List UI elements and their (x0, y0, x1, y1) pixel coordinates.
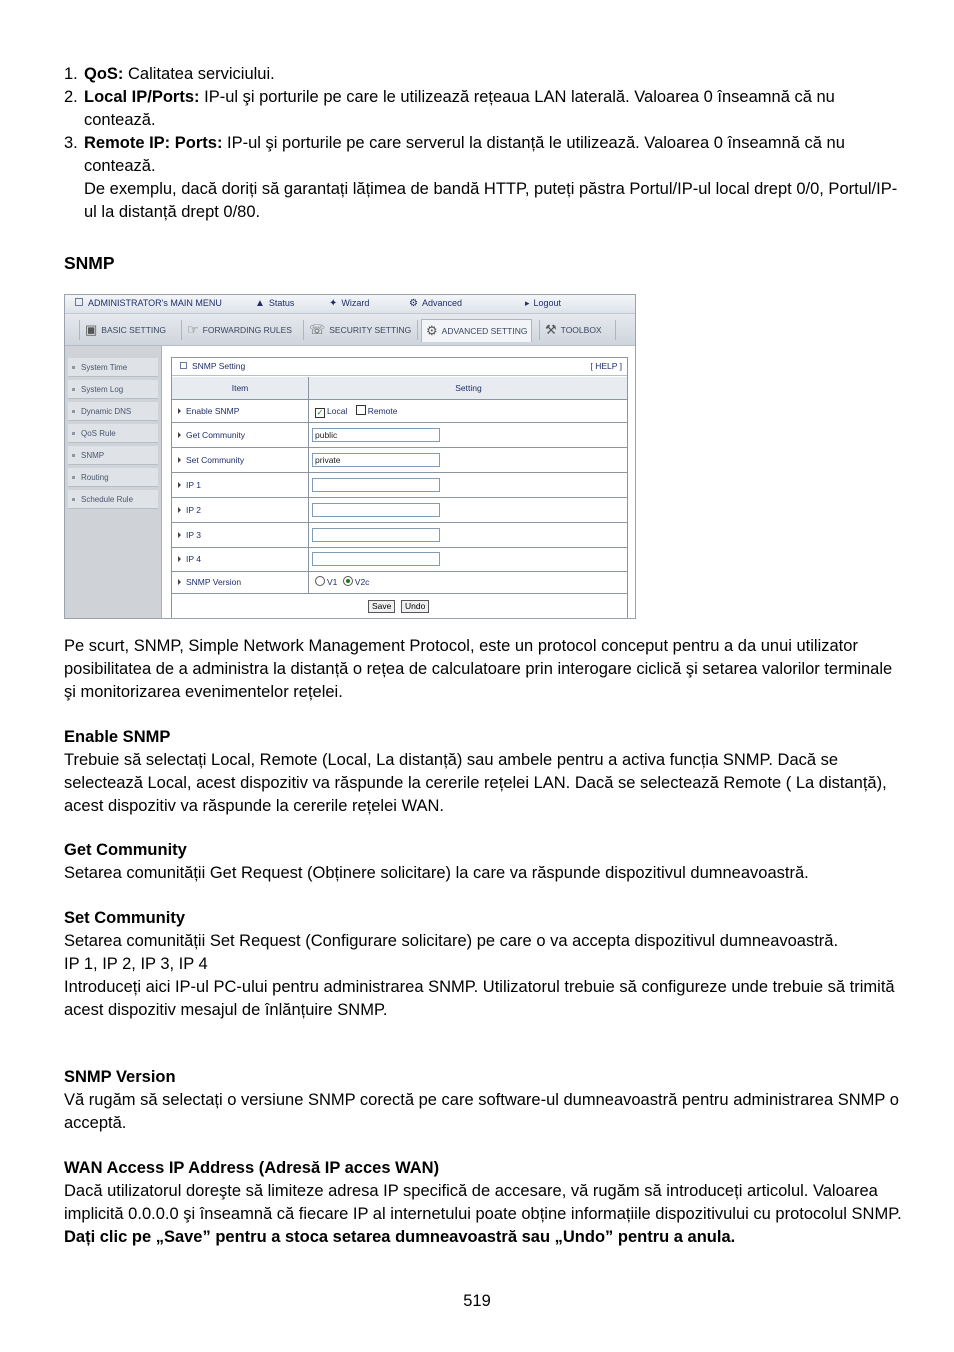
list-item (64, 132, 904, 224)
status-link[interactable]: ▲ Status (255, 298, 295, 309)
row-label: IP 1 (172, 473, 309, 497)
get-community-section (64, 839, 904, 885)
basic-setting-icon: ▣ (85, 322, 98, 337)
row-label: IP 2 (172, 498, 309, 522)
get-community-setting (310, 423, 627, 447)
tab-forwarding-rules[interactable]: ☞ FORWARDING RULES (187, 322, 292, 337)
sidebar-item-routing[interactable]: Routing (68, 468, 158, 487)
ip4-input[interactable] (312, 552, 440, 566)
section-heading: Get Community (64, 841, 187, 859)
table-row (172, 498, 627, 523)
section-heading: SNMP (64, 253, 115, 273)
row-label: Get Community (172, 423, 309, 447)
ip-list-text: IP 1, IP 2, IP 3, IP 4 (64, 955, 208, 973)
ip1-input[interactable] (312, 478, 440, 492)
section-text: Introduceți aici IP-ul PC-ului pentru administrarea SNMP. Utilizatorul trebuie să configureze unde trebuie să trimită acest dispozitiv mesajul de înlănțuire SNMP. (64, 978, 895, 1019)
sidebar (65, 346, 162, 619)
sidebar-item-qos-rule[interactable]: QoS Rule (68, 424, 158, 443)
section-text: Vă rugăm să selectați o versiune SNMP corectă pe care software-ul dumneavoastră pentru administrarea SNMP o acceptă. (64, 1091, 899, 1132)
advanced-setting-icon: ⚙ (426, 323, 438, 338)
list-number: 3. (64, 134, 78, 152)
list-number: 1. (64, 65, 78, 83)
table-row (172, 448, 627, 473)
table-row (172, 548, 627, 572)
intro-paragraph: Pe scurt, SNMP, Simple Network Management Protocol, este un protocol conceput pentru a da unui utilizator posibilitatea de a administra la distanță o rețea de calculatoare prin interogare ciclică şi setarea valorilor terminale şi monitorizarea evenimentelor rețelei. (64, 637, 893, 701)
advanced-icon: ⚙ (409, 298, 418, 309)
wizard-icon: ✦ (329, 298, 338, 309)
list-label: Local IP/Ports: (84, 88, 200, 106)
save-undo-note: Dați clic pe „Save” pentru a stoca setarea dumneavoastră sau „Undo” pentru a anula. (64, 1228, 736, 1246)
tab-bar (65, 314, 635, 346)
bullet-icon (72, 454, 75, 457)
enable-snmp-setting (310, 400, 627, 422)
column-header-setting: Setting (455, 383, 482, 393)
tab-toolbox[interactable]: ⚒ TOOLBOX (545, 322, 602, 337)
section-text: Setarea comunității Set Request (Configurare solicitare) pe care o va accepta dispozitivul dumneavoastră. (64, 932, 839, 950)
table-row (172, 523, 627, 548)
column-header-item: Item (172, 377, 309, 399)
remote-checkbox[interactable] (356, 405, 366, 415)
row-label: IP 4 (172, 548, 309, 571)
table-header (172, 377, 627, 400)
ip1-setting (310, 473, 627, 497)
panel-title: SNMP Setting (180, 358, 245, 375)
row-arrow-icon (178, 579, 181, 585)
row-label: Set Community (172, 448, 309, 472)
forwarding-icon: ☞ (187, 322, 199, 337)
help-link[interactable]: [ HELP ] (590, 361, 622, 371)
list-label: QoS: (84, 65, 124, 83)
section-heading: SNMP Version (64, 1068, 176, 1086)
ip3-input[interactable] (312, 528, 440, 542)
enable-snmp-section (64, 726, 904, 818)
local-checkbox[interactable]: ✓ (316, 408, 324, 417)
row-arrow-icon (178, 432, 181, 438)
ip2-input[interactable] (312, 503, 440, 517)
list-text: IP-ul şi porturile pe care serverul la distanță le utilizează. Valoarea 0 înseamnă că nu contează. (84, 134, 845, 175)
toolbox-icon: ⚒ (545, 322, 557, 337)
row-arrow-icon (178, 507, 181, 513)
list-label: Remote IP: Ports: (84, 134, 223, 152)
router-screenshot (64, 294, 636, 619)
row-arrow-icon (178, 482, 181, 488)
menu-square-icon (75, 298, 83, 306)
list-text: IP-ul şi porturile pe care le utilizează rețeaua LAN laterală. Valoarea 0 înseamnă că nu contează. (84, 88, 835, 129)
tab-basic-setting[interactable]: ▣ BASIC SETTING (85, 322, 167, 337)
main-menu-title: ADMINISTRATOR's MAIN MENU (75, 298, 222, 308)
sidebar-item-system-log[interactable]: System Log (68, 380, 158, 399)
v1-label: V1 (327, 577, 338, 587)
wizard-link[interactable]: ✦ Wizard (329, 298, 370, 309)
wan-access-section (64, 1157, 904, 1249)
section-text: Dacă utilizatorul doreşte să limiteze adresa IP specifică de accesare, vă rugăm să introduceți articolul. Valoarea implicită 0.0.0.0 şi înseamnă că fiecare IP al internetului poate obține informațiile dispozitivului cu protocolul SNMP. (64, 1182, 902, 1223)
list-text: Calitatea serviciului. (123, 65, 275, 83)
advanced-link[interactable]: ⚙ Advanced (409, 298, 462, 309)
snmp-version-setting (310, 572, 627, 593)
bullet-icon (72, 388, 75, 391)
tab-security-setting[interactable]: ☏ SECURITY SETTING (309, 322, 412, 337)
ip2-setting (310, 498, 627, 522)
panel-square-icon (180, 362, 187, 369)
row-label: SNMP Version (172, 572, 309, 593)
tab-advanced-setting[interactable]: ⚙ ADVANCED SETTING (421, 319, 532, 342)
bullet-icon (72, 432, 75, 435)
bullet-icon (72, 410, 75, 413)
ip3-setting (310, 523, 627, 547)
page-number: 519 (463, 1292, 491, 1310)
sidebar-item-system-time[interactable]: System Time (68, 358, 158, 377)
top-menu-bar (65, 295, 635, 314)
section-heading: Set Community (64, 909, 186, 927)
row-arrow-icon (178, 457, 181, 463)
set-community-input[interactable]: private (312, 453, 440, 467)
numbered-list (64, 63, 904, 224)
row-label: IP 3 (172, 523, 309, 547)
bullet-icon (72, 498, 75, 501)
section-heading: WAN Access IP Address (Adresă IP acces WAN) (64, 1159, 440, 1177)
row-arrow-icon (178, 532, 181, 538)
save-button[interactable]: Save (368, 600, 395, 613)
undo-button[interactable]: Undo (401, 600, 429, 613)
set-community-section (64, 907, 904, 1022)
remote-label: Remote (367, 406, 398, 416)
list-number: 2. (64, 88, 78, 106)
v2c-label: V2c (354, 577, 370, 587)
bullet-icon (72, 476, 75, 479)
row-arrow-icon (178, 408, 181, 414)
list-item (64, 63, 904, 86)
list-item (64, 86, 904, 132)
list-extra-text: De exemplu, dacă doriți să garantați lățimea de bandă HTTP, puteți păstra Portul/IP-ul local drept 0/0, Portul/IP-ul la distanță drept 0/80. (84, 180, 898, 221)
section-heading: Enable SNMP (64, 728, 171, 746)
table-row (172, 572, 627, 594)
security-icon: ☏ (309, 322, 326, 337)
v1-radio[interactable] (315, 576, 325, 586)
bullet-icon (72, 366, 75, 369)
status-icon: ▲ (255, 298, 265, 309)
ip4-setting (310, 548, 627, 571)
section-text: Trebuie să selectați Local, Remote (Local, La distanță) sau ambele pentru a activa funcția SNMP. Dacă se selectează Local, acest dispozitiv va răspunde la cererile rețelei LAN. Dacă se selectează Remote ( La distanță), acest dispozitiv va răspunde la cererile rețelei WAN. (64, 751, 887, 815)
sidebar-item-snmp[interactable]: SNMP (68, 446, 158, 465)
row-label: Enable SNMP (172, 400, 309, 422)
table-row (172, 400, 627, 423)
snmp-setting-panel (171, 357, 628, 619)
local-label: Local (327, 406, 348, 416)
section-text: Setarea comunității Get Request (Obținere solicitare) la care va răspunde dispozitivul dumneavoastră. (64, 864, 809, 882)
panel-title-bar (172, 358, 627, 376)
v2c-radio[interactable] (343, 576, 353, 586)
sidebar-item-schedule-rule[interactable]: Schedule Rule (68, 490, 158, 509)
snmp-version-section (64, 1066, 904, 1135)
get-community-input[interactable]: public (312, 428, 440, 442)
table-row (172, 473, 627, 498)
logout-link[interactable]: ▸ Logout (525, 298, 562, 308)
table-row (172, 423, 627, 448)
set-community-setting (310, 448, 627, 472)
sidebar-item-dynamic-dns[interactable]: Dynamic DNS (68, 402, 158, 421)
logout-arrow-icon: ▸ (525, 298, 530, 308)
row-arrow-icon (178, 556, 181, 562)
